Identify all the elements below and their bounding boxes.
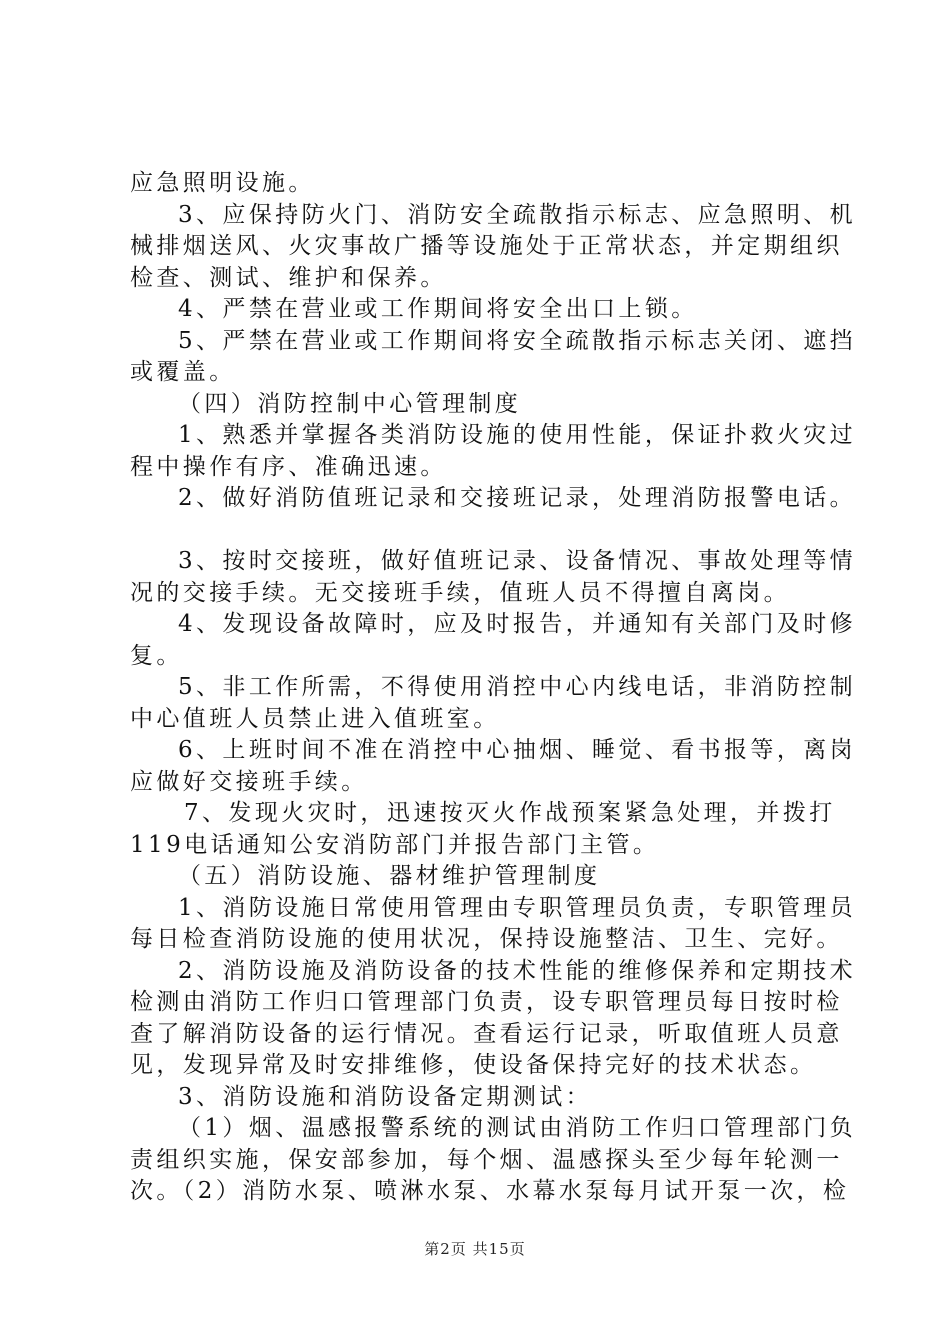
text-line: 应做好交接班手续。 xyxy=(130,768,368,795)
text-line: 3、按时交接班，做好值班记录、设备情况、事故处理等情 xyxy=(178,548,857,574)
text-line: 程中操作有序、准确迅速。 xyxy=(130,453,447,480)
text-line: 4、严禁在营业或工作期间将安全出口上锁。 xyxy=(178,296,698,322)
text-line: （五）消防设施、器材维护管理制度 xyxy=(178,863,601,889)
text-line: 检测由消防工作归口管理部门负责，设专职管理员每日按时检 xyxy=(130,989,843,1015)
text-line: 119电话通知公安消防部门并报告部门主管。 xyxy=(130,831,660,858)
text-line: 4、发现设备故障时，应及时报告，并通知有关部门及时修 xyxy=(178,611,857,637)
text-line: 次。（2）消防水泵、喷淋水泵、水幕水泵每月试开泵一次，检 xyxy=(130,1178,850,1204)
page-footer: 第2页 共15页 xyxy=(424,1240,526,1258)
text-line: 1、熟悉并掌握各类消防设施的使用性能，保证扑救火灾过 xyxy=(178,422,857,448)
text-line: 5、非工作所需，不得使用消控中心内线电话，非消防控制 xyxy=(178,674,857,700)
text-line: 见，发现异常及时安排维修，使设备保持完好的技术状态。 xyxy=(130,1052,817,1078)
text-line xyxy=(130,515,830,547)
text-line: 每日检查消防设施的使用状况，保持设施整洁、卫生、完好。 xyxy=(130,926,843,952)
text-line: 5、严禁在营业或工作期间将安全疏散指示标志关闭、遮挡 xyxy=(178,327,857,354)
text-line: 7、发现火灾时，迅速按灭火作战预案紧急处理，并拨打 xyxy=(184,800,836,826)
text-line: 2、做好消防值班记录和交接班记录，处理消防报警电话。 xyxy=(178,485,857,511)
text-line: 责组织实施，保安部参加，每个烟、温感探头至少每年轮测一 xyxy=(130,1146,843,1173)
text-line: 复。 xyxy=(130,642,183,669)
text-line: 中心值班人员禁止进入值班室。 xyxy=(130,705,500,732)
text-line: 或覆盖。 xyxy=(130,359,236,385)
text-line: 况的交接手续。无交接班手续，值班人员不得擅自离岗。 xyxy=(130,579,790,606)
text-line: （四）消防控制中心管理制度 xyxy=(178,390,522,417)
document-body xyxy=(130,168,857,1208)
text-line: 械排烟送风、火灾事故广播等设施处于正常状态，并定期组织 xyxy=(130,233,843,259)
text-line: 3、应保持防火门、消防安全疏散指示标志、应急照明、机 xyxy=(178,201,857,228)
text-line: 1、消防设施日常使用管理由专职管理员负责，专职管理员 xyxy=(178,894,857,921)
text-line: 应急照明设施。 xyxy=(130,170,315,196)
text-line: 查了解消防设备的运行情况。查看运行记录，听取值班人员意 xyxy=(130,1020,843,1047)
text-line: 2、消防设施及消防设备的技术性能的维修保养和定期技术 xyxy=(178,957,857,984)
text-line: 检查、测试、维护和保养。 xyxy=(130,264,447,291)
text-line: 3、消防设施和消防设备定期测试： xyxy=(178,1083,593,1110)
text-line: （1）烟、温感报警系统的测试由消防工作归口管理部门负 xyxy=(178,1115,857,1141)
text-line: 6、上班时间不准在消控中心抽烟、睡觉、看书报等，离岗 xyxy=(178,737,857,763)
